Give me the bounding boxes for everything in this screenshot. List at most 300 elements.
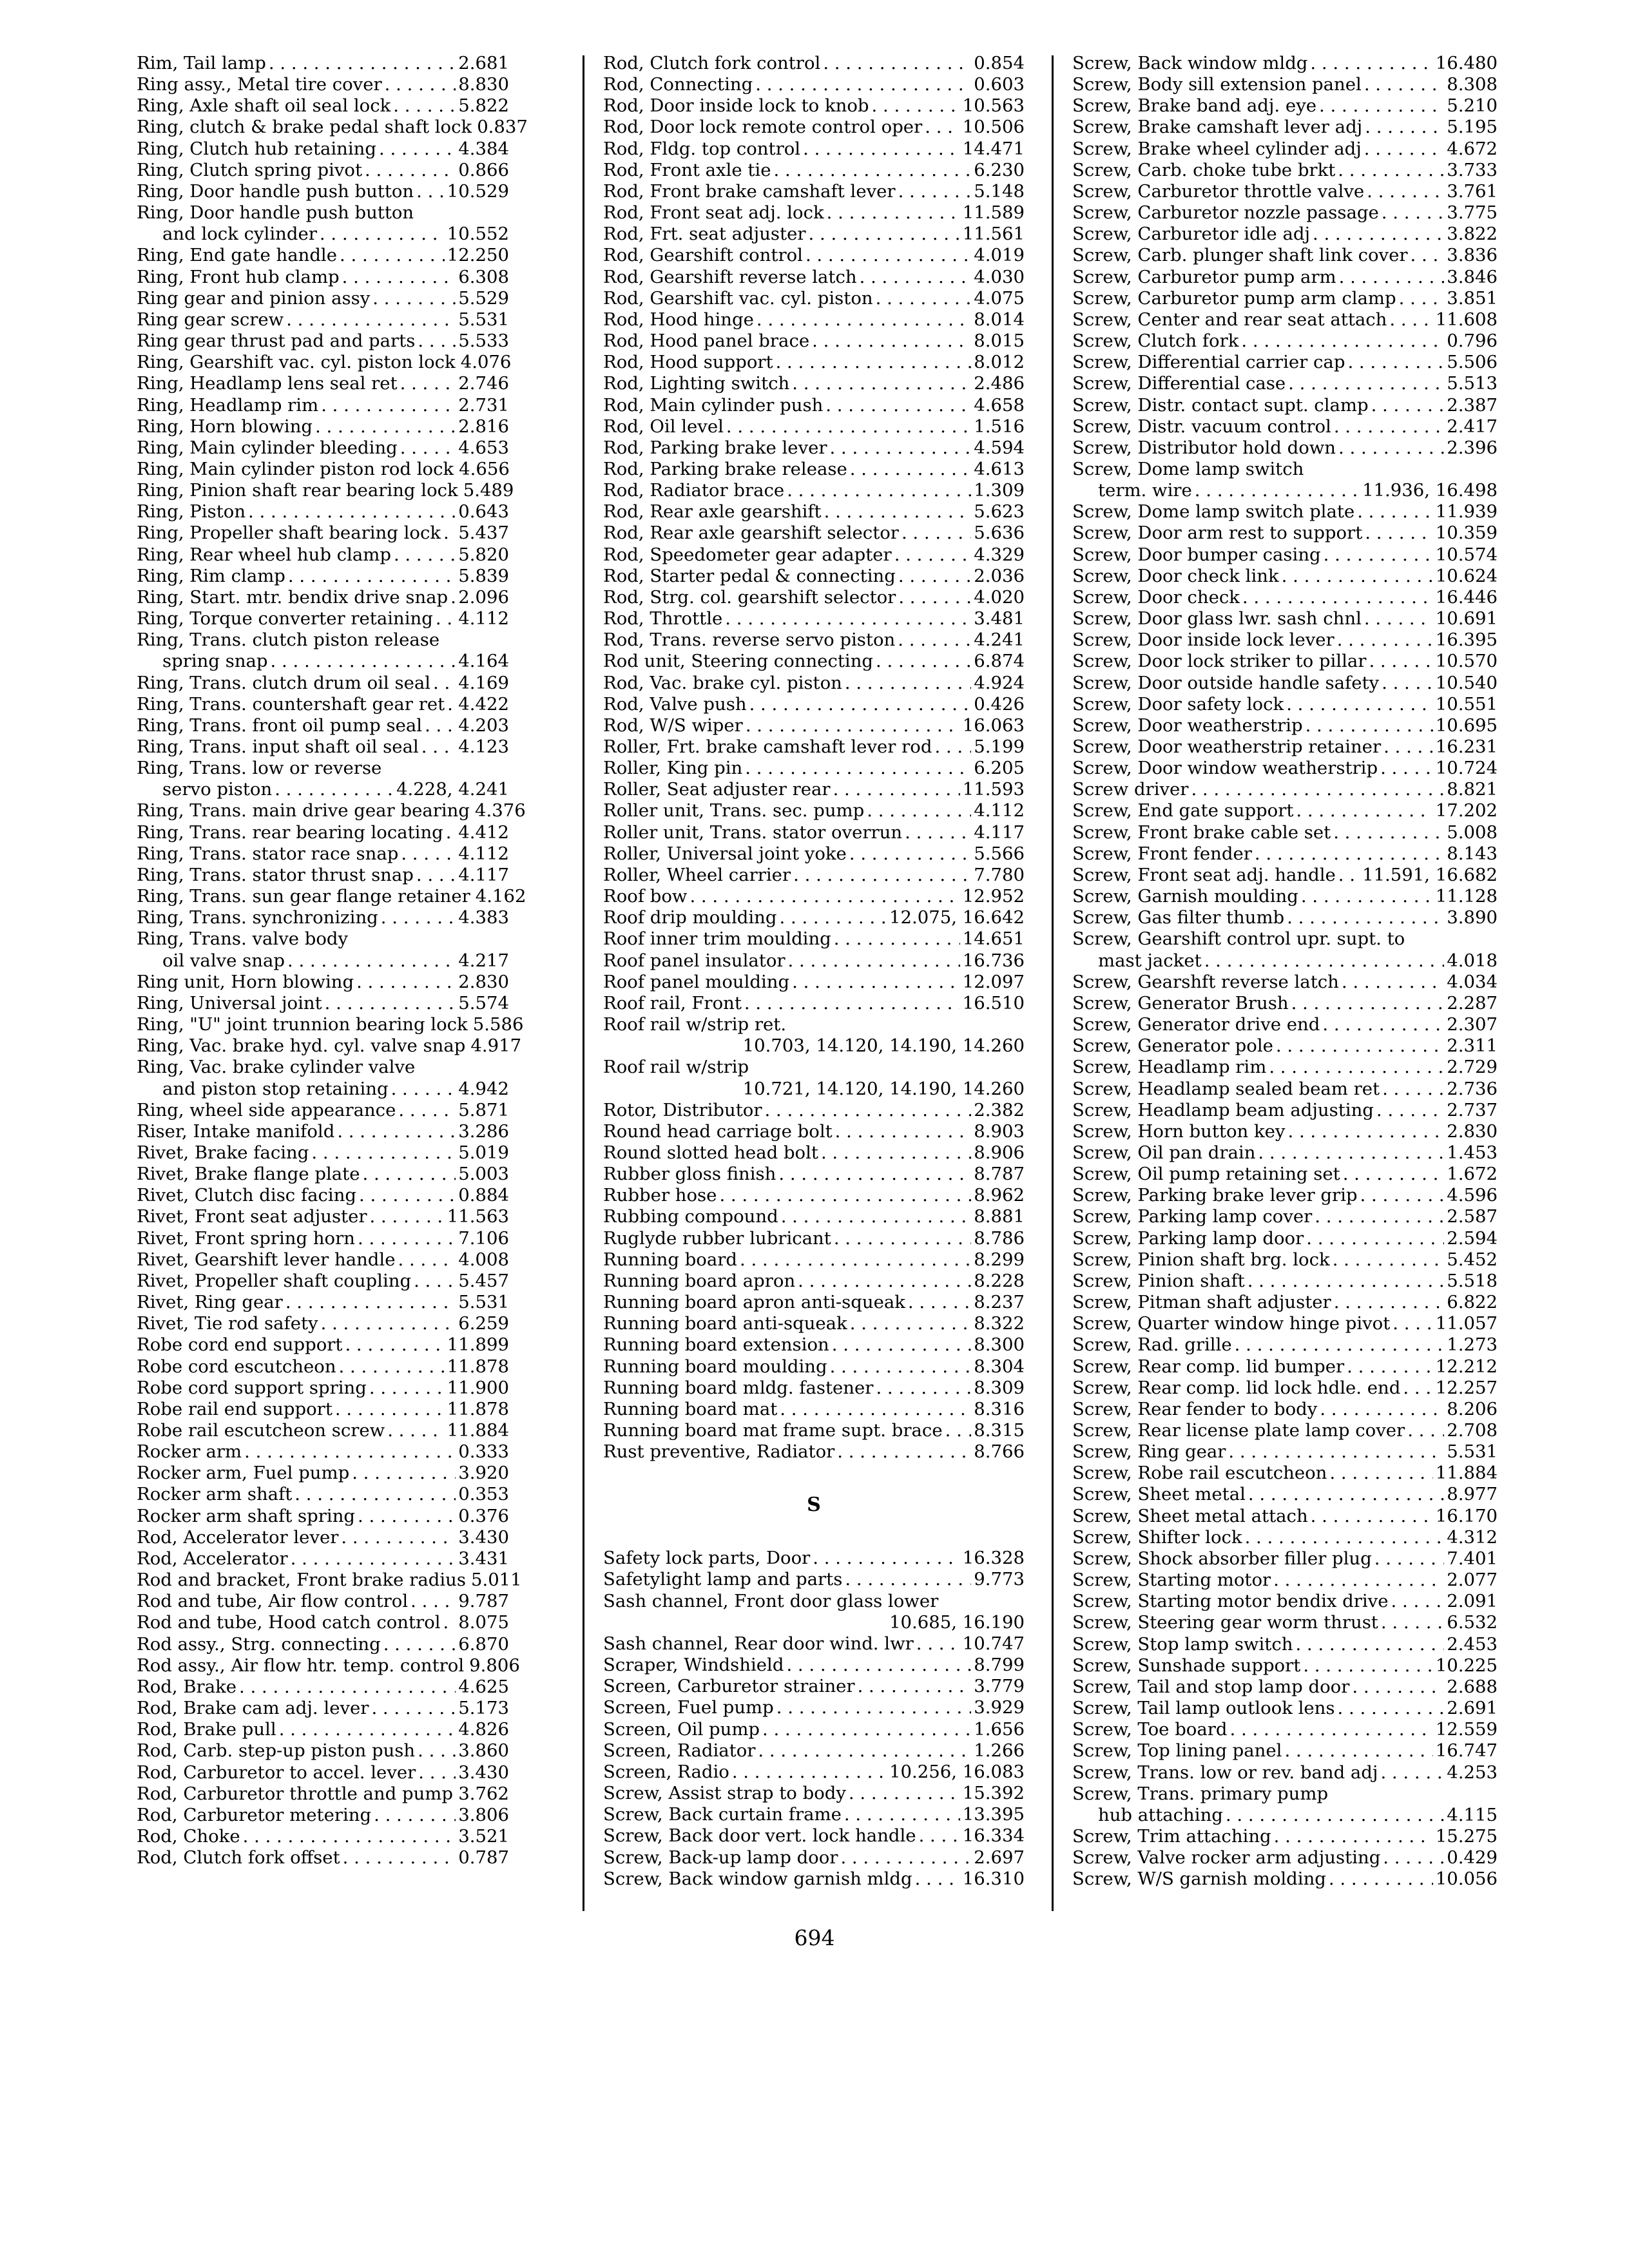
leader-dots xyxy=(1248,1484,1444,1505)
leader-dots xyxy=(1204,950,1445,972)
entry-name: Roof rail, Front xyxy=(603,992,742,1014)
leader-dots xyxy=(321,1313,456,1334)
leader-dots xyxy=(1334,416,1444,437)
index-entry xyxy=(137,1527,509,1548)
entry-reference: 5.531 xyxy=(458,1292,509,1313)
entry-reference: 0.866 xyxy=(458,159,509,180)
leader-dots xyxy=(1403,1378,1432,1399)
leader-dots xyxy=(394,544,456,566)
entry-name: servo piston xyxy=(162,779,273,800)
entry-name: Ring, Trans. countershaft gear ret xyxy=(137,693,445,715)
entry-name: Rod, Radiator brace xyxy=(603,480,785,501)
leader-dots xyxy=(1296,800,1432,822)
leader-dots xyxy=(1352,1677,1444,1698)
entry-name: Rod, Throttle xyxy=(603,608,723,629)
entry-name: Ring, Universal joint xyxy=(137,992,322,1014)
entry-reference: 4.594 xyxy=(974,437,1025,458)
leader-dots xyxy=(271,651,456,672)
index-entry xyxy=(137,544,509,566)
entry-name: Ring assy., Metal tire cover xyxy=(137,74,382,95)
leader-dots xyxy=(285,1292,456,1313)
entry-name: Ring, Trans. valve body xyxy=(137,928,349,950)
leader-dots xyxy=(1393,1313,1432,1334)
leader-dots xyxy=(798,1271,971,1292)
entry-name: Screw, Carburetor idle adj xyxy=(1072,224,1310,245)
leader-dots xyxy=(1382,673,1433,694)
entry-name: Rivet, Front spring horn xyxy=(137,1227,355,1249)
index-entry xyxy=(1072,1164,1498,1185)
index-entry xyxy=(137,1463,509,1484)
leader-dots xyxy=(337,1121,456,1142)
entry-name: mast jacket xyxy=(1098,950,1202,971)
entry-name: Round slotted head bolt xyxy=(603,1142,818,1163)
entry-name: Rubbing compound xyxy=(603,1206,778,1227)
leader-dots xyxy=(871,95,959,117)
entry-name: Sash channel, Front door glass lower xyxy=(603,1590,939,1611)
leader-dots xyxy=(371,1698,456,1719)
entry-reference: 4.008 xyxy=(458,1249,509,1270)
entry-name: Screw, Door weatherstrip retainer xyxy=(1072,736,1382,757)
entry-name: Screw, Garnish moulding xyxy=(1072,886,1298,907)
entry-reference: 9.773 xyxy=(974,1569,1025,1590)
index-entry xyxy=(137,53,509,74)
entry-reference: 8.206 xyxy=(1447,1398,1498,1419)
leader-dots xyxy=(779,907,887,928)
index-entry xyxy=(137,1783,509,1805)
index-entry xyxy=(603,1228,1025,1249)
entry-reference: 10.529 xyxy=(447,180,509,202)
entry-reference: 2.731 xyxy=(458,394,509,416)
index-entry xyxy=(137,950,509,972)
entry-name: Screw, Oil pan drain xyxy=(1072,1142,1256,1163)
entry-reference: 0.854 xyxy=(974,53,1025,73)
index-entry xyxy=(603,1591,1025,1612)
entry-reference: 2.737 xyxy=(1447,1099,1498,1120)
index-entry xyxy=(603,117,1025,138)
index-entry xyxy=(137,267,509,288)
index-entry xyxy=(1072,1762,1498,1783)
leader-dots xyxy=(1230,1719,1433,1740)
entry-reference: 8.903 xyxy=(974,1120,1025,1142)
index-entry xyxy=(1072,224,1498,245)
leader-dots xyxy=(905,822,971,843)
entry-reference: 6.822 xyxy=(1447,1292,1498,1313)
entry-reference: 7.106 xyxy=(458,1227,509,1249)
index-entry xyxy=(603,288,1025,309)
index-entry xyxy=(137,758,509,779)
entry-reference: 3.851 xyxy=(1447,287,1498,309)
entry-reference: 4.076 xyxy=(460,352,512,373)
entry-name: Rod, W/S wiper xyxy=(603,715,743,736)
leader-dots xyxy=(823,53,971,74)
entry-name: Robe cord support spring xyxy=(137,1377,367,1398)
entry-reference: 1.309 xyxy=(974,480,1025,501)
leader-dots xyxy=(1391,1591,1444,1612)
entry-reference: 3.733 xyxy=(1447,159,1498,180)
leader-dots xyxy=(239,1677,456,1698)
leader-dots xyxy=(858,1676,972,1697)
entry-reference: 10.691 xyxy=(1435,608,1498,629)
entry-name: Screw, Door bumper casing xyxy=(1072,544,1321,565)
entry-name: Rocker arm shaft xyxy=(137,1484,293,1505)
entry-name: Screw, Gearshift control upr. supt. to xyxy=(1072,928,1405,950)
entry-name: Screw, Back-up lamp door xyxy=(603,1847,838,1868)
entry-name: Roof drip moulding xyxy=(603,907,777,928)
entry-name: Ring, Gearshift vac. cyl. piston lock xyxy=(137,352,456,373)
entry-name: Rocker arm, Fuel pump xyxy=(137,1463,350,1484)
leader-dots xyxy=(398,1100,456,1121)
leader-dots xyxy=(391,1079,456,1100)
leader-dots xyxy=(1347,352,1444,373)
entry-name: Ring, Pinion shaft rear bearing lock xyxy=(137,480,458,501)
entry-name: Screw, Headlamp sealed beam ret xyxy=(1072,1078,1380,1099)
entry-name: Rivet, Propeller shaft coupling xyxy=(137,1270,412,1291)
entry-reference: 2.688 xyxy=(1447,1676,1498,1697)
index-entry xyxy=(1072,779,1498,800)
leader-dots xyxy=(1228,1441,1444,1463)
leader-dots xyxy=(1303,1655,1432,1677)
entry-reference: 4.228, 4.241 xyxy=(396,779,509,800)
entry-reference: 11.561 xyxy=(962,224,1025,245)
index-entry xyxy=(137,1185,509,1206)
entry-reference: 10.703, 14.120, 14.190, 14.260 xyxy=(742,1035,1025,1057)
leader-dots xyxy=(359,1185,456,1206)
entry-reference: 2.691 xyxy=(1447,1698,1498,1719)
entry-name: Ring, Trans. rear bearing locating xyxy=(137,822,443,843)
entry-name: Screw, Gas filter thumb xyxy=(1072,907,1285,928)
leader-dots xyxy=(365,160,456,181)
leader-dots xyxy=(1248,1271,1445,1292)
index-entry xyxy=(603,1420,1025,1441)
entry-reference: 8.766 xyxy=(974,1441,1025,1463)
leader-dots xyxy=(342,267,456,288)
leader-dots xyxy=(1226,1805,1444,1826)
index-entry xyxy=(603,1185,1025,1206)
leader-dots xyxy=(374,1805,456,1826)
entry-reference: 15.392 xyxy=(962,1783,1025,1804)
leader-dots xyxy=(387,1420,445,1441)
leader-dots xyxy=(358,1228,456,1249)
index-entry xyxy=(603,1313,1025,1334)
entry-name: Screw, Front fender xyxy=(1072,843,1252,864)
entry-reference: 4.613 xyxy=(974,458,1025,479)
leader-dots xyxy=(1276,1035,1444,1057)
index-entry xyxy=(137,1164,509,1185)
entry-name: Screw, Differential case xyxy=(1072,373,1286,394)
entry-name: Rod, Brake pull xyxy=(137,1719,276,1740)
entry-reference: 6.308 xyxy=(458,266,509,287)
index-entry xyxy=(1072,1399,1498,1420)
index-entry xyxy=(603,1356,1025,1378)
entry-name: Rod, Strg. col. gearshift selector xyxy=(603,586,896,608)
leader-dots xyxy=(1286,694,1433,715)
entry-name: Ring, Trans. input shaft oil seal xyxy=(137,736,419,757)
index-entry xyxy=(1072,1271,1498,1292)
entry-reference: 1.266 xyxy=(974,1740,1025,1761)
index-entry xyxy=(1072,1035,1498,1057)
index-entry xyxy=(603,1079,1025,1100)
index-entry xyxy=(603,1057,1025,1078)
entry-reference: 5.871 xyxy=(458,1099,509,1120)
index-entry xyxy=(603,331,1025,352)
index-entry xyxy=(1072,1463,1498,1484)
leader-dots xyxy=(358,1506,456,1527)
leader-dots xyxy=(876,651,971,672)
entry-reference: 4.383 xyxy=(458,907,509,928)
page-number: 694 xyxy=(794,1925,835,1950)
leader-dots xyxy=(1295,1634,1444,1655)
index-entry xyxy=(137,928,509,950)
entry-name: Roof bow xyxy=(603,886,688,907)
column-divider xyxy=(583,55,584,1911)
index-entry xyxy=(1072,395,1498,416)
entry-reference: 3.521 xyxy=(458,1825,509,1847)
entry-reference: 8.977 xyxy=(1447,1484,1498,1505)
entry-reference: 10.359 xyxy=(1435,523,1498,544)
leader-dots xyxy=(786,1655,971,1676)
index-entry xyxy=(137,1548,509,1570)
index-entry xyxy=(137,972,509,993)
entry-name: Rod and tube, Hood catch control xyxy=(137,1612,441,1633)
entry-name: Screen, Oil pump xyxy=(603,1718,760,1740)
entry-name: Ring unit, Horn blowing xyxy=(137,971,354,992)
index-entry xyxy=(137,673,509,694)
leader-dots xyxy=(1360,1185,1444,1206)
leader-dots xyxy=(1288,373,1444,394)
entry-reference: 3.822 xyxy=(1447,224,1498,245)
entry-reference: 10.506 xyxy=(962,117,1025,138)
entry-name: Screw, Pinion shaft xyxy=(1072,1270,1245,1291)
entry-name: Rod, Door lock remote control oper xyxy=(603,117,923,138)
entry-reference: 10.256, 16.083 xyxy=(889,1761,1025,1782)
entry-reference: 0.603 xyxy=(974,74,1025,95)
leader-dots xyxy=(370,1206,445,1227)
index-entry xyxy=(137,160,509,181)
index-entry xyxy=(1072,1805,1498,1826)
index-entry xyxy=(137,715,509,736)
leader-dots xyxy=(916,1633,960,1655)
entry-reference: 2.091 xyxy=(1447,1591,1498,1612)
entry-reference: 4.658 xyxy=(974,394,1025,416)
leader-dots xyxy=(876,288,972,309)
entry-name: Screw, Back door vert. lock handle xyxy=(603,1825,916,1847)
leader-dots xyxy=(385,74,456,95)
index-entry xyxy=(603,1740,1025,1762)
entry-reference: 2.746 xyxy=(458,373,509,394)
index-entry xyxy=(137,608,509,629)
leader-dots xyxy=(1320,1399,1444,1420)
index-entry xyxy=(1072,993,1498,1014)
entry-name: Rod, Front seat adj. lock xyxy=(603,202,824,224)
entry-reference: 4.376 xyxy=(475,800,526,822)
entry-name: Rod, Carburetor to accel. lever xyxy=(137,1762,416,1783)
leader-dots xyxy=(1333,1249,1445,1271)
entry-reference: 0.429 xyxy=(1447,1847,1498,1869)
leader-dots xyxy=(1382,202,1444,224)
entry-name: Rust preventive, Radiator xyxy=(603,1441,835,1463)
entry-name: Ring, Propeller shaft bearing lock xyxy=(137,523,441,544)
entry-name: Screw, Door arm rest to support xyxy=(1072,523,1363,544)
leader-dots xyxy=(1380,758,1433,779)
leader-dots xyxy=(745,758,971,779)
entry-reference: 4.203 xyxy=(458,715,509,736)
leader-dots xyxy=(834,1228,971,1249)
entry-reference: 10.724 xyxy=(1435,758,1498,779)
entry-reference: 8.322 xyxy=(974,1313,1025,1334)
index-column-2 xyxy=(603,53,1025,1890)
entry-name: Screw, Carb. choke tube brkt xyxy=(1072,159,1336,180)
entry-name: Rod, Front brake camshaft lever xyxy=(603,180,896,202)
entry-reference: 0.787 xyxy=(458,1847,509,1869)
entry-reference: 11.900 xyxy=(447,1377,509,1398)
index-entry xyxy=(1072,1249,1498,1271)
entry-name: Ring gear thrust pad and parts xyxy=(137,331,416,352)
index-entry xyxy=(137,1591,509,1612)
index-entry xyxy=(603,1612,1025,1633)
entry-reference: 8.786 xyxy=(974,1227,1025,1249)
entry-reference: 5.011 xyxy=(470,1570,522,1591)
entry-name: Screw, Robe rail escutcheon xyxy=(1072,1463,1327,1484)
index-entry xyxy=(137,1570,522,1591)
entry-reference: 5.566 xyxy=(974,843,1025,864)
entry-name: Ring, Trans. stator race snap xyxy=(137,843,399,864)
entry-reference: 10.056 xyxy=(1435,1869,1498,1890)
entry-name: Screw, Rear license plate lamp cover xyxy=(1072,1420,1405,1441)
entry-name: Ring, Clutch spring pivot xyxy=(137,159,363,180)
entry-name: Screw, Top lining panel xyxy=(1072,1740,1282,1762)
index-entry xyxy=(1072,1441,1498,1463)
leader-dots xyxy=(1364,74,1444,95)
entry-name: Screw, Sheet metal xyxy=(1072,1484,1246,1505)
entry-name: Roof inner trim moulding xyxy=(603,928,831,950)
leader-dots xyxy=(1315,1206,1444,1227)
index-entry xyxy=(603,1121,1025,1142)
leader-dots xyxy=(876,1378,971,1399)
entry-reference: 4.826 xyxy=(458,1719,509,1740)
entry-reference: 0.796 xyxy=(1447,331,1498,352)
entry-name: Rod, Trans. reverse servo piston xyxy=(603,629,896,651)
section-letter: S xyxy=(807,1494,821,1517)
entry-reference: 6.230 xyxy=(974,159,1025,180)
entry-name: Riser, Intake manifold xyxy=(137,1120,335,1142)
leader-dots xyxy=(1313,224,1444,245)
index-entry xyxy=(137,1271,509,1292)
leader-dots xyxy=(898,181,972,202)
index-entry xyxy=(603,1100,1025,1121)
leader-dots xyxy=(898,566,971,587)
entry-reference: 8.015 xyxy=(974,331,1025,352)
leader-dots xyxy=(1291,993,1445,1014)
entry-name: Screw, Back window mldg xyxy=(1072,53,1308,73)
entry-reference: 4.169 xyxy=(458,672,509,693)
entry-name: Screen, Radiator xyxy=(603,1740,756,1761)
entry-name: Rod, Clutch fork control xyxy=(603,53,821,73)
index-entry xyxy=(137,736,509,758)
leader-dots xyxy=(433,673,456,694)
index-entry xyxy=(1072,843,1498,865)
entry-name: Screw, Generator Brush xyxy=(1072,992,1289,1014)
entry-name: Rod assy., Air flow htr. temp. control xyxy=(137,1655,465,1676)
leader-dots xyxy=(749,694,972,715)
entry-reference: 10.563 xyxy=(962,95,1025,117)
entry-reference: 14.471 xyxy=(962,138,1025,159)
entry-name: Screw, Door inside lock lever xyxy=(1072,629,1335,651)
leader-dots xyxy=(725,608,971,629)
entry-name: Roof rail w/strip ret. xyxy=(603,1014,787,1035)
index-entry xyxy=(603,459,1025,480)
entry-reference: 10.721, 14.120, 14.190, 14.260 xyxy=(742,1078,1025,1099)
index-entry xyxy=(1072,117,1498,138)
entry-reference: 8.830 xyxy=(458,74,509,95)
leader-dots xyxy=(860,267,972,288)
entry-reference: 2.830 xyxy=(458,971,509,992)
entry-name: Ring gear screw xyxy=(137,309,284,330)
entry-reference: 3.762 xyxy=(458,1783,509,1804)
leader-dots xyxy=(1319,95,1444,117)
entry-reference: 0.643 xyxy=(458,501,509,523)
index-entry xyxy=(137,1292,509,1313)
entry-reference: 4.625 xyxy=(458,1676,509,1697)
entry-name: Screw, Horn button key xyxy=(1072,1120,1286,1142)
index-entry xyxy=(1072,1740,1498,1762)
leader-dots xyxy=(279,1719,456,1740)
leader-dots xyxy=(744,993,960,1014)
entry-name: Screw, Ring gear xyxy=(1072,1441,1226,1463)
entry-name: Screen, Carburetor strainer xyxy=(603,1676,855,1697)
leader-dots xyxy=(837,1441,971,1463)
entry-reference: 11.878 xyxy=(447,1398,509,1419)
entry-reference: 5.008 xyxy=(1447,822,1498,843)
index-entry xyxy=(1072,437,1498,459)
entry-name: Screw, End gate support xyxy=(1072,800,1294,822)
entry-reference: 11.589 xyxy=(962,202,1025,224)
entry-name: Screen, Fuel pump xyxy=(603,1697,774,1718)
entry-name: Screw, Dome lamp switch plate xyxy=(1072,501,1355,523)
entry-reference: 8.300 xyxy=(974,1334,1025,1356)
leader-dots xyxy=(925,117,960,138)
entry-reference: 6.532 xyxy=(1447,1612,1498,1633)
leader-dots xyxy=(1306,715,1433,736)
index-entry xyxy=(1072,1292,1498,1313)
entry-reference: 3.431 xyxy=(458,1548,509,1569)
index-entry xyxy=(137,1420,509,1441)
entry-reference: 5.531 xyxy=(458,309,509,330)
index-entry xyxy=(603,950,1025,972)
entry-name: Rod, Vac. brake cyl. piston xyxy=(603,672,842,693)
entry-reference: 2.816 xyxy=(458,416,509,437)
entry-name: Roller unit, Trans. stator overrun xyxy=(603,822,903,843)
entry-name: Screw, Generator pole xyxy=(1072,1035,1273,1057)
entry-name: Rod and bracket, Front brake radius xyxy=(137,1570,466,1591)
index-column-1 xyxy=(137,53,528,1869)
entry-reference: 12.952 xyxy=(962,886,1025,907)
leader-dots xyxy=(1389,309,1432,331)
index-entry xyxy=(1072,181,1498,202)
leader-dots xyxy=(1274,1826,1433,1847)
leader-dots xyxy=(1337,629,1433,651)
leader-dots xyxy=(1245,1527,1445,1548)
entry-name: Ring, Clutch hub retaining xyxy=(137,138,377,159)
entry-reference: 16.063 xyxy=(962,715,1025,736)
leader-dots xyxy=(1329,1869,1433,1890)
leader-dots xyxy=(1269,1057,1444,1078)
entry-reference: 4.253 xyxy=(1447,1762,1498,1783)
index-entry xyxy=(603,1804,1025,1825)
entry-reference: 2.830 xyxy=(1447,1120,1498,1142)
leader-dots xyxy=(746,715,960,736)
entry-name: Screw, Parking lamp cover xyxy=(1072,1206,1313,1227)
leader-dots xyxy=(805,245,971,266)
